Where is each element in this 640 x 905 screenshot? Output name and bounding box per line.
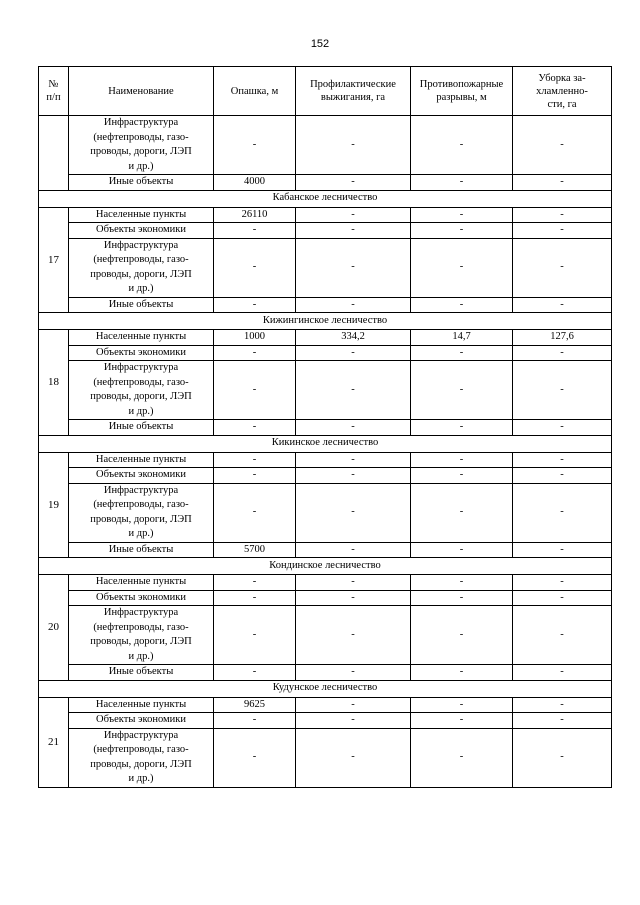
row-label-other: Иные объекты: [69, 665, 214, 681]
cell-burn: -: [296, 542, 411, 558]
cell-plow: -: [214, 116, 296, 175]
cell-cleanup: -: [513, 606, 612, 665]
page-number: 152: [310, 38, 330, 50]
cell-burn: -: [296, 345, 411, 361]
table-row: [39, 452, 612, 468]
row-label-other: Иные объекты: [69, 542, 214, 558]
table-row: [39, 223, 612, 239]
cell-firebreak: 14,7: [411, 330, 513, 346]
row-number: 19: [39, 452, 69, 558]
row-label-settlements: Населенные пункты: [69, 452, 214, 468]
cell-firebreak: -: [411, 361, 513, 420]
section-title: Кабанское лесничество: [39, 190, 612, 207]
table-row: [39, 330, 612, 346]
table-row: [39, 713, 612, 729]
table-row: [39, 361, 612, 420]
table-row: [39, 345, 612, 361]
cell-burn: -: [296, 483, 411, 542]
row-label-other: Иные объекты: [69, 175, 214, 191]
cell-firebreak: -: [411, 175, 513, 191]
cell-burn: -: [296, 606, 411, 665]
cell-burn: -: [296, 665, 411, 681]
table-row: [39, 175, 612, 191]
table-row: [39, 606, 612, 665]
cell-plow: -: [214, 223, 296, 239]
cell-cleanup: -: [513, 297, 612, 313]
row-label-other: Иные объекты: [69, 420, 214, 436]
header-firebreak: Противопожарные разрывы, м: [411, 67, 513, 116]
cell-plow: -: [214, 728, 296, 787]
table-row: [39, 728, 612, 787]
cell-firebreak: -: [411, 542, 513, 558]
cell-burn: -: [296, 116, 411, 175]
cell-plow: -: [214, 361, 296, 420]
table-body: [39, 67, 612, 788]
cell-plow: -: [214, 483, 296, 542]
cell-plow: -: [214, 590, 296, 606]
cell-firebreak: -: [411, 223, 513, 239]
cell-firebreak: -: [411, 468, 513, 484]
cell-cleanup: -: [513, 175, 612, 191]
row-label-economy: Объекты экономики: [69, 590, 214, 606]
cell-burn: -: [296, 590, 411, 606]
cell-plow: 4000: [214, 175, 296, 191]
header-plow: Опашка, м: [214, 67, 296, 116]
table-row: [39, 207, 612, 223]
cell-burn: -: [296, 468, 411, 484]
cell-cleanup: -: [513, 238, 612, 297]
cell-burn: -: [296, 238, 411, 297]
row-number: 20: [39, 575, 69, 681]
section-row: [39, 190, 612, 207]
header-num: № п/п: [39, 67, 69, 116]
cell-cleanup: -: [513, 542, 612, 558]
row-label-other: Иные объекты: [69, 297, 214, 313]
section-title: Кижингинское лесничество: [39, 313, 612, 330]
cell-burn: 334,2: [296, 330, 411, 346]
cell-cleanup: -: [513, 223, 612, 239]
table-row: [39, 575, 612, 591]
cell-plow: -: [214, 297, 296, 313]
cell-plow: -: [214, 452, 296, 468]
cell-burn: -: [296, 697, 411, 713]
row-label-infrastructure: Инфраструктура (нефтепроводы, газо- проводы, дороги, ЛЭП и др.): [69, 116, 214, 175]
cell-plow: 26110: [214, 207, 296, 223]
cell-cleanup: -: [513, 590, 612, 606]
row-label-economy: Объекты экономики: [69, 468, 214, 484]
cell-plow: 9625: [214, 697, 296, 713]
table-row: [39, 420, 612, 436]
cell-plow: -: [214, 238, 296, 297]
cell-firebreak: -: [411, 116, 513, 175]
cell-cleanup: -: [513, 713, 612, 729]
cell-plow: -: [214, 606, 296, 665]
table-row: [39, 238, 612, 297]
cell-burn: -: [296, 361, 411, 420]
cell-plow: -: [214, 420, 296, 436]
row-label-infrastructure: Инфраструктура (нефтепроводы, газо- проводы, дороги, ЛЭП и др.): [69, 728, 214, 787]
row-label-economy: Объекты экономики: [69, 713, 214, 729]
cell-plow: -: [214, 665, 296, 681]
row-label-settlements: Населенные пункты: [69, 697, 214, 713]
table-row: [39, 483, 612, 542]
row-label-infrastructure: Инфраструктура (нефтепроводы, газо- проводы, дороги, ЛЭП и др.): [69, 361, 214, 420]
table-row: [39, 468, 612, 484]
section-row: [39, 680, 612, 697]
table-row: [39, 590, 612, 606]
cell-plow: 1000: [214, 330, 296, 346]
cell-firebreak: -: [411, 345, 513, 361]
cell-plow: -: [214, 713, 296, 729]
cell-plow: -: [214, 345, 296, 361]
row-label-economy: Объекты экономики: [69, 223, 214, 239]
section-title: Кондинское лесничество: [39, 558, 612, 575]
cell-burn: -: [296, 297, 411, 313]
cell-cleanup: -: [513, 575, 612, 591]
row-number: 21: [39, 697, 69, 787]
cell-firebreak: -: [411, 575, 513, 591]
cell-cleanup: -: [513, 697, 612, 713]
cell-burn: -: [296, 713, 411, 729]
cell-firebreak: -: [411, 238, 513, 297]
table-row: [39, 297, 612, 313]
cell-cleanup: 127,6: [513, 330, 612, 346]
cell-burn: -: [296, 452, 411, 468]
cell-firebreak: -: [411, 207, 513, 223]
cell-cleanup: -: [513, 452, 612, 468]
row-label-economy: Объекты экономики: [69, 345, 214, 361]
forest-fire-measures-table: [38, 66, 612, 788]
cell-cleanup: -: [513, 116, 612, 175]
header-burn: Профилактические выжигания, га: [296, 67, 411, 116]
cell-cleanup: -: [513, 728, 612, 787]
cell-firebreak: -: [411, 590, 513, 606]
cell-burn: -: [296, 175, 411, 191]
cell-cleanup: -: [513, 207, 612, 223]
cell-burn: -: [296, 207, 411, 223]
row-number-continued: [39, 116, 69, 191]
row-label-infrastructure: Инфраструктура (нефтепроводы, газо- проводы, дороги, ЛЭП и др.): [69, 483, 214, 542]
table-row: [39, 116, 612, 175]
cell-firebreak: -: [411, 697, 513, 713]
row-number: 18: [39, 330, 69, 436]
cell-cleanup: -: [513, 665, 612, 681]
cell-cleanup: -: [513, 420, 612, 436]
cell-firebreak: -: [411, 483, 513, 542]
row-label-infrastructure: Инфраструктура (нефтепроводы, газо- проводы, дороги, ЛЭП и др.): [69, 606, 214, 665]
cell-firebreak: -: [411, 665, 513, 681]
cell-cleanup: -: [513, 483, 612, 542]
cell-burn: -: [296, 223, 411, 239]
table-row: [39, 665, 612, 681]
row-label-infrastructure: Инфраструктура (нефтепроводы, газо- проводы, дороги, ЛЭП и др.): [69, 238, 214, 297]
cell-firebreak: -: [411, 606, 513, 665]
section-row: [39, 558, 612, 575]
section-row: [39, 313, 612, 330]
cell-cleanup: -: [513, 345, 612, 361]
cell-burn: -: [296, 728, 411, 787]
section-row: [39, 435, 612, 452]
cell-firebreak: -: [411, 420, 513, 436]
row-label-settlements: Населенные пункты: [69, 330, 214, 346]
cell-burn: -: [296, 420, 411, 436]
table-row: [39, 697, 612, 713]
table-header-row: [39, 67, 612, 116]
cell-firebreak: -: [411, 452, 513, 468]
cell-plow: -: [214, 468, 296, 484]
row-label-settlements: Населенные пункты: [69, 207, 214, 223]
row-label-settlements: Населенные пункты: [69, 575, 214, 591]
header-name: Наименование: [69, 67, 214, 116]
cell-cleanup: -: [513, 468, 612, 484]
cell-firebreak: -: [411, 728, 513, 787]
cell-firebreak: -: [411, 713, 513, 729]
row-number: 17: [39, 207, 69, 313]
cell-plow: 5700: [214, 542, 296, 558]
section-title: Кудунское лесничество: [39, 680, 612, 697]
section-title: Кикинское лесничество: [39, 435, 612, 452]
cell-cleanup: -: [513, 361, 612, 420]
cell-firebreak: -: [411, 297, 513, 313]
cell-burn: -: [296, 575, 411, 591]
table-row: [39, 542, 612, 558]
cell-plow: -: [214, 575, 296, 591]
header-cleanup: Уборка за- хламленно- сти, га: [513, 67, 612, 116]
